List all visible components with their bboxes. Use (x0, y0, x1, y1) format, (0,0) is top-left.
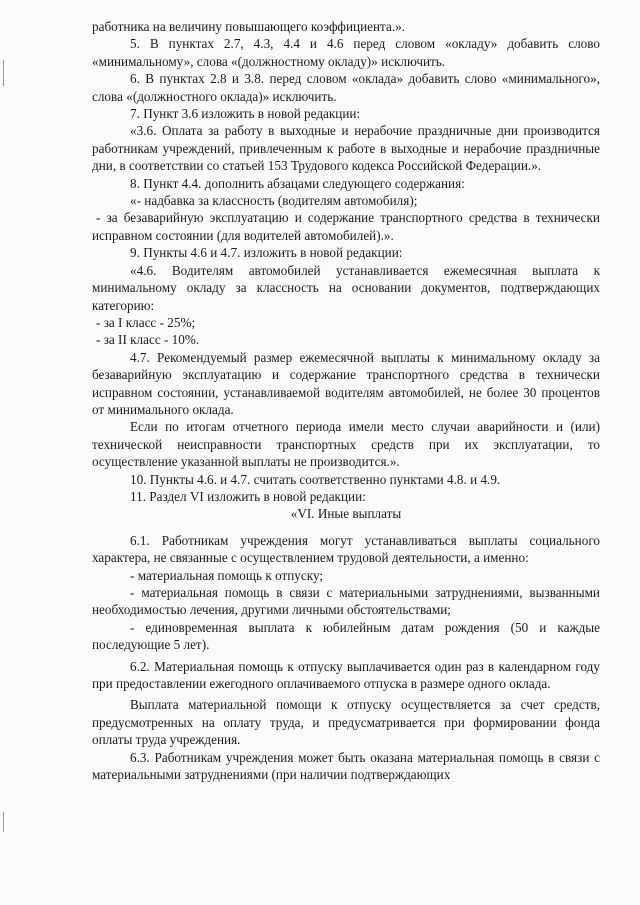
list-item-class-bonus: «- надбавка за классность (водителям автомобиля); (130, 193, 418, 209)
scan-edge-mark (3, 60, 4, 86)
list-item-vacation-aid: - материальная помощь к отпуску; (130, 567, 324, 583)
paragraph-item-9: 9. Пункты 4.6 и 4.7. изложить в новой редакции: (130, 245, 403, 261)
paragraph-item-7: 7. Пункт 3.6 изложить в новой редакции: (130, 106, 361, 122)
paragraph-6-2: 6.2. Материальная помощь к отпуску выплачивается один раз в календарном году при предоставлении ежегодного оплачиваемого отпуска в размере одного оклада. (92, 658, 600, 692)
list-item-hardship-aid: - материальная помощь в связи с материальными затруднениями, вызванными необходимостью лечения, другими личными обстоятельствами; (92, 585, 600, 618)
paragraph-item-6: 6. В пунктах 2.8 и 3.8. перед словом «оклада» добавить слово «минимального», слова «(должностного оклада)» исключить. (92, 71, 600, 104)
paragraph-continuation: работника на величину повышающего коэффициента.». (92, 19, 406, 34)
paragraph-aid-funding: Выплата материальной помощи к отпуску осуществляется за счет средств, предусмотренных на оплату труда, и предусматривается при формировании фонда оплаты труда учреждения. (92, 697, 600, 748)
scan-edge-mark (3, 812, 4, 832)
paragraph-item-5: 5. В пунктах 2.7, 4.3, 4.4 и 4.6 перед словом «окладу» добавить слово «минимальному», слова «(должностному окладу)» исключить. (92, 36, 600, 69)
paragraph-6-3: 6.3. Работникам учреждения может быть оказана материальная помощь в связи с материальными затруднениями (при наличии подтверждающих (92, 749, 600, 783)
section-heading-vi: «VI. Иные выплаты (290, 506, 402, 522)
paragraph-item-11: 11. Раздел VI изложить в новой редакции: (130, 488, 366, 504)
paragraph-item-8: 8. Пункт 4.4. дополнить абзацами следующего содержания: (130, 175, 465, 191)
list-item-anniversary-payment: - единовременная выплата к юбилейным датам рождения (50 и каждые последующие 5 лет). (92, 619, 600, 653)
paragraph-item-10: 10. Пункты 4.6. и 4.7. считать соответственно пунктами 4.8. и 4.9. (130, 471, 501, 487)
paragraph-accident-clause: Если по итогам отчетного периода имели место случаи аварийности и (или) технической неисправности транспортных средств при их эксплуатации, то осуществление указанной выплаты не производится.». (92, 419, 600, 470)
paragraph-4-7: 4.7. Рекомендуемый размер ежемесячной выплаты к минимальному окладу за безаварийную эксплуатацию и содержание транспортного средства в технически исправном состоянии, устанавливаемой водителям автомобилей, не более 30 процентов от минимального оклада. (92, 349, 600, 417)
paragraph-6-1: 6.1. Работникам учреждения могут устанавливаться выплаты социального характера, не связанные с осуществлением трудовой деятельности, а именно: (92, 532, 600, 566)
list-item-class-2: - за II класс - 10%. (96, 332, 200, 348)
list-item-safe-operation: - за безаварийную эксплуатацию и содержание транспортного средства в технически исправном состоянии (для водителей автомобилей).». (92, 210, 600, 243)
paragraph-quote-3-6: «3.6. Оплата за работу в выходные и нерабочие праздничные дни производится работникам учреждений, привлеченным к работе в выходные и нерабочие праздничные дни, в соответствии со статьей 153 Трудового кодекса Российской Федерации.». (92, 123, 600, 174)
list-item-class-1: - за I класс - 25%; (96, 314, 196, 330)
document-page (92, 18, 600, 783)
paragraph-quote-4-6: «4.6. Водителям автомобилей устанавливается ежемесячная выплата к минимальному окладу за классность на основании документов, подтверждающих категорию: (92, 262, 600, 313)
